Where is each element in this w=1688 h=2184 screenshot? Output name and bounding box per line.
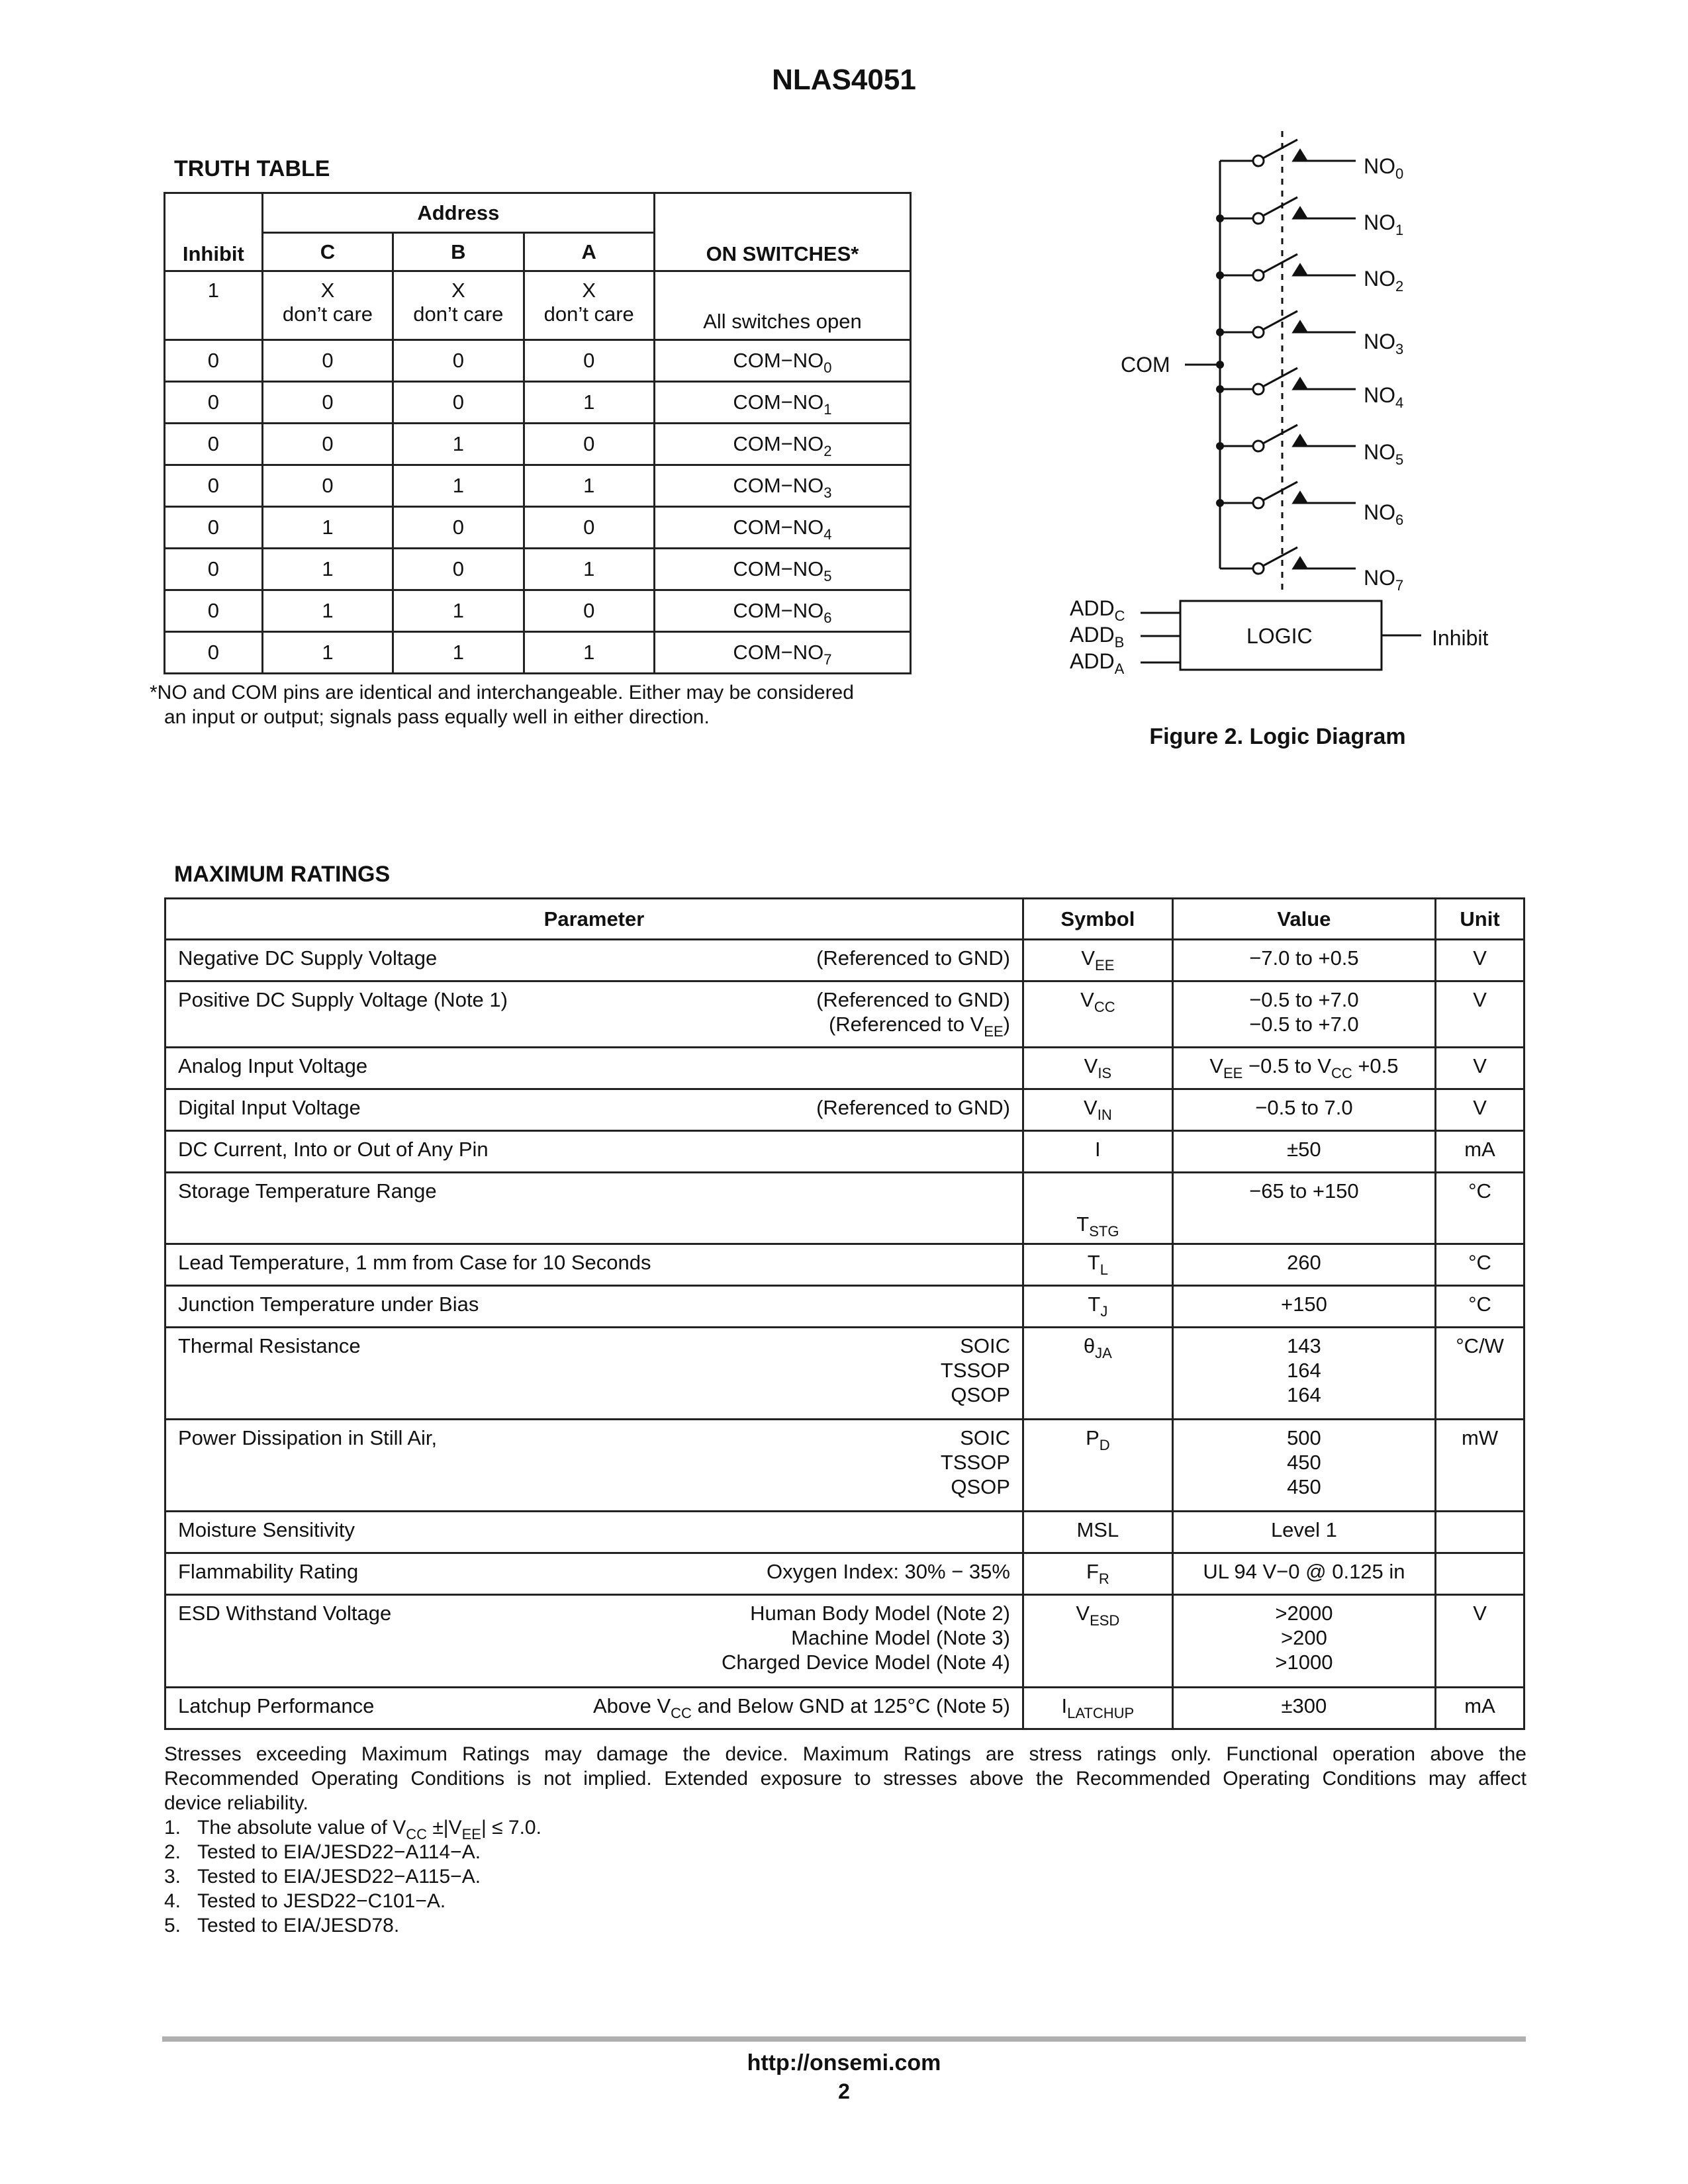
document-title: NLAS4051 — [772, 64, 916, 96]
footer-url-link[interactable]: http://onsemi.com — [747, 2050, 941, 2075]
no7-label: $NO_7$ — [1364, 566, 1404, 594]
footer-rule — [162, 2036, 1526, 2042]
page-number: 2 — [838, 2079, 850, 2103]
footnote-1: 1. The absolute value of $V_{CC} \pm|V_{EE}| \le 7.0$. — [164, 1817, 541, 1843]
switch-1 — [1220, 197, 1356, 224]
table-row: 0 0 1 0 $COM-NO_2$ — [165, 424, 911, 465]
no0-label: $NO_0$ — [1364, 154, 1404, 182]
col-a-header: A — [524, 233, 654, 271]
figure-caption: Figure 2. Logic Diagram — [1149, 724, 1406, 749]
adda-label: $ADD_A$ — [1070, 649, 1125, 677]
footnote-2: 2. Tested to EIA/JESD22−A114−A. — [164, 1841, 481, 1863]
table-row: 0 1 0 0 $COM-NO_4$ — [165, 507, 911, 549]
cell-inhibit: 1 — [165, 271, 263, 340]
addb-label: $ADD_B$ — [1070, 623, 1125, 651]
footnotes — [164, 1815, 959, 1938]
col-c-header: C — [262, 233, 393, 271]
table-row: Moisture Sensitivity MSL Level 1 — [165, 1512, 1524, 1553]
inhibit-label: Inhibit — [1432, 626, 1489, 650]
footnote-4: 4. Tested to JESD22−C101−A. — [164, 1890, 446, 1912]
table-row: 0 1 1 0 $COM-NO_6$ — [165, 590, 911, 632]
col-on-switches-header: ON SWITCHES* — [654, 193, 910, 271]
table-row: Lead Temperature, 1 mm from Case for 10 Seconds $T_L$ 260 °C — [165, 1244, 1524, 1286]
truth-table-title: TRUTH TABLE — [174, 156, 330, 181]
addc-label: $ADD_C$ — [1070, 596, 1125, 624]
no3-label: $NO_3$ — [1364, 330, 1404, 357]
col-b-header: B — [393, 233, 524, 271]
table-row: 0 0 1 1 $COM-NO_3$ — [165, 465, 911, 507]
cell-a: X don’t care — [524, 271, 654, 340]
no2-label: $NO_2$ — [1364, 267, 1404, 295]
no4-label: $NO_4$ — [1364, 383, 1404, 411]
truth-table-note: *NO and COM pins are identical and interchangeable. Either may be considered an input or output; signals pass equally well in either direction. — [150, 682, 854, 728]
logic-label: LOGIC — [1246, 624, 1313, 648]
table-row: 0 1 1 1 $COM-NO_7$ — [165, 632, 911, 674]
table-row: 0 0 0 0 $COM-NO_0$ — [165, 340, 911, 382]
switch-7 — [1220, 547, 1356, 574]
switch-2 — [1220, 254, 1356, 281]
table-row: Digital Input Voltage (Referenced to GND) $V_{IN}$ −0.5 to 7.0 V — [165, 1089, 1524, 1131]
no1-label: $NO_1$ — [1364, 210, 1404, 238]
table-row: DC Current, Into or Out of Any Pin I ±50 mA — [165, 1131, 1524, 1173]
cell-on: All switches open — [654, 271, 910, 340]
table-row: Negative DC Supply Voltage (Referenced to GND) $V_{EE}$ −7.0 to +0.5 V — [165, 940, 1524, 981]
value-header: Value — [1172, 899, 1435, 940]
cell-b: X don’t care — [393, 271, 524, 340]
table-row: Junction Temperature under Bias $T_J$ +150 °C — [165, 1286, 1524, 1328]
table-row: Thermal Resistance SOIC TSSOP QSOP $\theta_{JA}$ 143 164 164 °C/W — [165, 1328, 1524, 1420]
table-row: 0 0 0 1 $COM-NO_1$ — [165, 382, 911, 424]
table-row: 0 1 0 1 $COM-NO_5$ — [165, 549, 911, 590]
footnote-3: 3. Tested to EIA/JESD22−A115−A. — [164, 1866, 481, 1888]
col-inhibit-header: Inhibit — [165, 193, 263, 271]
table-row: Positive DC Supply Voltage (Note 1) (Referenced to GND) (Referenced to $V_{EE}$) $V_{CC}$ −0.5 to +7.0 −0.5 to +7.0 V — [165, 981, 1524, 1048]
switch-3 — [1220, 311, 1356, 338]
table-row: Flammability Rating Oxygen Index: 30% − 35% $F_R$ UL 94 V−0 @ 0.125 in — [165, 1553, 1524, 1595]
logic-diagram — [1059, 129, 1523, 685]
switch-0 — [1220, 140, 1356, 166]
address-header: Address — [262, 193, 654, 233]
ratings-table — [164, 897, 1525, 1730]
switch-6 — [1220, 482, 1356, 508]
parameter-header: Parameter — [165, 899, 1023, 940]
table-row: Power Dissipation in Still Air, SOIC TSSOP QSOP $P_D$ 500 450 450 mW — [165, 1420, 1524, 1512]
unit-header: Unit — [1436, 899, 1524, 940]
no5-label: $NO_5$ — [1364, 440, 1404, 468]
cell-c: X don’t care — [262, 271, 393, 340]
no6-label: $NO_6$ — [1364, 500, 1404, 528]
switch-4 — [1220, 368, 1356, 394]
ratings-header-row — [165, 899, 1524, 940]
truth-table — [164, 192, 912, 674]
footnote-5: 5. Tested to EIA/JESD78. — [164, 1915, 400, 1936]
com-label: COM — [1121, 353, 1170, 377]
table-row: Latchup Performance Above $V_{CC}$ and Below GND at 125°C (Note 5) $I_{LATCHUP}$ ±300 mA — [165, 1688, 1524, 1729]
table-row: ESD Withstand Voltage Human Body Model (Note 2) Machine Model (Note 3) Charged Device Model (Note 4) $V_{ESD}$ >2000 >200 >1000 V — [165, 1595, 1524, 1688]
switch-5 — [1220, 425, 1356, 451]
table-row: Storage Temperature Range $T_{STG}$ −65 to +150 °C — [165, 1173, 1524, 1244]
stress-note: Stresses exceeding Maximum Ratings may damage the device. Maximum Ratings are stress ratings only. Functional operation above the Recommended Operating Conditions is not implied. Extended exposure to stresses above the Recommended Operating Conditions may affect device reliability. — [164, 1743, 1526, 1814]
table-row: Analog Input Voltage $V_{IS}$ $V_{EE} -0.5$ to $V_{CC} +0.5$ V — [165, 1048, 1524, 1089]
symbol-header: Symbol — [1023, 899, 1172, 940]
table-row — [165, 271, 911, 340]
ratings-title: MAXIMUM RATINGS — [174, 862, 391, 887]
